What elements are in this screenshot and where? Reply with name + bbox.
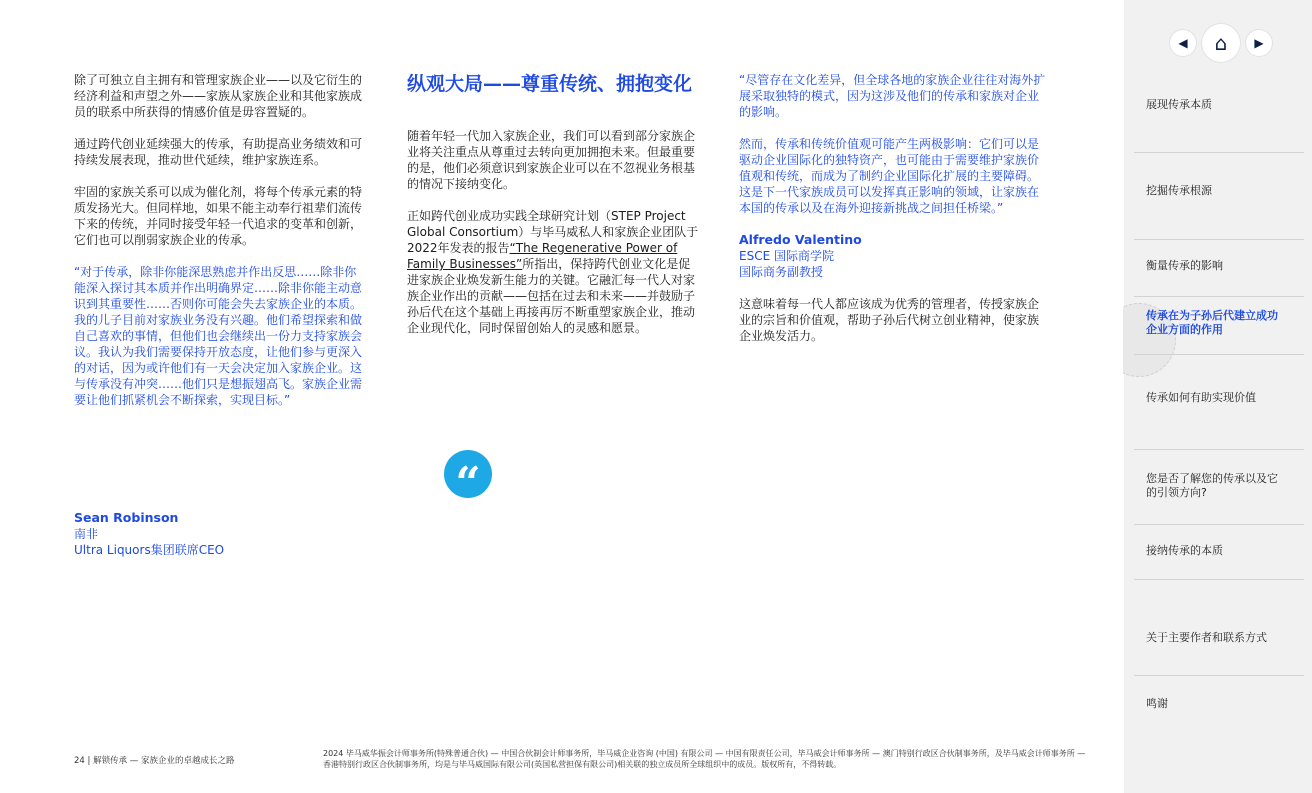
paragraph-text: 正如跨代创业成功实践全球研究计划（STEP Project Global Consortium）与毕马威私人和家族企业团队于2022年发表的报告 <box>407 209 699 255</box>
column-middle <box>407 72 699 352</box>
paragraph: 通过跨代创业延续强大的传承，有助提高业务绩效和可持续发展表现，推动世代延续，维护家族连系。 <box>74 137 363 167</box>
sidebar-divider <box>1134 354 1304 355</box>
sidebar-navigation <box>1124 0 1312 793</box>
paragraph: 随着年轻一代加入家族企业，我们可以看到部分家族企业将关注重点从尊重过去转向更加拥抱未来。但最重要的是，他们必须意识到家族企业可以在不忽视业务根基的情况下接纳变化。 <box>407 129 696 191</box>
sidebar-item-acknowledgements[interactable]: 鸣谢 <box>1146 697 1168 710</box>
pull-quote: 然而，传承和传统价值观可能产生两极影响：它们可以是驱动企业国际化的独特资产，也可能由于需要维护家族价值观和传统，而成为了制约企业国际化扩展的主要障碍。这是下一代家族成员可以发挥真正影响的领域，让家族在本国的传承以及在海外迎接新挑战之间担任桥梁。” <box>739 137 1040 215</box>
quote-attribution <box>739 232 1049 280</box>
author-location: 南非 <box>74 527 99 541</box>
quote-mark-icon: “ <box>444 450 492 498</box>
column-left <box>74 72 364 424</box>
report-link[interactable]: “The Regenerative Power of Family Businesses” <box>407 241 678 271</box>
pull-quote: “尽管存在文化差异，但全球各地的家族企业往往对海外扩展采取独特的模式，因为这涉及他们的传承和家族对企业的影响。 <box>739 73 1046 119</box>
quote-attribution <box>74 510 224 558</box>
section-heading: 纵观大局——尊重传统、拥抱变化 <box>407 73 693 95</box>
sidebar-item-legacy-direction[interactable]: 您是否了解您的传承以及它的引领方向? <box>1146 472 1278 499</box>
sidebar-item-legacy-essence[interactable]: 展现传承本质 <box>1146 98 1212 111</box>
page-number: 24 | 解锁传承 — 家族企业的卓越成长之路 <box>74 756 235 766</box>
paragraph <box>407 208 699 336</box>
author-name: Alfredo Valentino <box>739 232 862 247</box>
author-title: Ultra Liquors集团联席CEO <box>74 543 225 557</box>
paragraph-text: 所指出，保持跨代创业文化是促进家族企业焕发新生能力的关键。它融汇每一代人对家族企业作出的贡献——包括在过去和未来——并鼓励子孙后代在这个基础上再接再厉不断重塑家族企业，推动企业现代化，同时保留创始人的灵感和愿景。 <box>407 257 696 335</box>
sidebar-divider <box>1134 675 1304 676</box>
paragraph: 这意味着每一代人都应该成为优秀的管理者，传授家族企业的宗旨和价值观，帮助子孙后代树立创业精神，使家族企业焕发活力。 <box>739 297 1040 343</box>
sidebar-divider <box>1134 152 1304 153</box>
home-icon[interactable]: ⌂ <box>1202 24 1240 62</box>
sidebar-divider <box>1134 239 1304 240</box>
author-name: Sean Robinson <box>74 510 179 525</box>
nav-buttons <box>1170 24 1270 64</box>
pull-quote: “对于传承，除非你能深思熟虑并作出反思……除非你能深入探讨其本质并作出明确界定……除非你能主动意识到其重要性……否则你可能会失去家族企业的本质。我的儿子目前对家族业务没有兴趣。他们希望探索和做自己喜欢的事情，但他们也会继续出一份力支持家族会议。我认为我们需要保持开放态度，让他们参与更深入的对话，因为或许他们有一天会决定加入家族企业。这与传承没有冲突……他们只是想振翅高飞。家族企业需要让他们抓紧机会不断探索，实现目标。” <box>74 265 363 407</box>
sidebar-divider <box>1134 579 1304 580</box>
sidebar-divider <box>1134 296 1304 297</box>
author-institution: ESCE 国际商学院 <box>739 249 834 263</box>
sidebar-item-legacy-roots[interactable]: 挖掘传承根源 <box>1146 184 1212 197</box>
sidebar-item-legacy-value[interactable]: 传承如何有助实现价值 <box>1146 391 1256 404</box>
sidebar-item-legacy-role[interactable]: 传承在为子孙后代建立成功企业方面的作用 <box>1146 309 1278 336</box>
sidebar-divider <box>1134 449 1304 450</box>
column-right <box>739 72 1049 360</box>
next-page-icon[interactable]: ▶ <box>1246 30 1272 56</box>
paragraph: 牢固的家族关系可以成为催化剂，将每个传承元素的特质发扬光大。但同样地，如果不能主动奉行祖辈们流传下来的传统，并同时接受年轻一代追求的变革和创新，它们也可以削弱家族企业的传承。 <box>74 185 363 247</box>
sidebar-item-authors-contact[interactable]: 关于主要作者和联系方式 <box>1146 631 1267 644</box>
sidebar-item-embrace-legacy[interactable]: 接纳传承的本质 <box>1146 544 1223 557</box>
sidebar-item-legacy-impact[interactable]: 衡量传承的影响 <box>1146 259 1223 272</box>
legal-notice: 2024 毕马威华振会计师事务所(特殊普通合伙) — 中国合伙制会计师事务所，毕马威企业咨询 (中国) 有限公司 — 中国有限责任公司，毕马威会计师事务所 — 澳门特别行政区合伙制事务所，及毕马威会计师事务所 — 香港特别行政区合伙制事务所，均是与毕马威国际有限公司(英国私营担保有限公司)相关联的独立成员所全球组织中的成员。版权所有，不得转载。 <box>323 749 1086 769</box>
paragraph: 除了可独立自主拥有和管理家族企业——以及它衍生的经济利益和声望之外——家族从家族企业和其他家族成员的联系中所获得的情感价值是毋容置疑的。 <box>74 73 363 119</box>
prev-page-icon[interactable]: ◀ <box>1170 30 1196 56</box>
sidebar-divider <box>1134 524 1304 525</box>
author-title: 国际商务副教授 <box>739 265 824 279</box>
